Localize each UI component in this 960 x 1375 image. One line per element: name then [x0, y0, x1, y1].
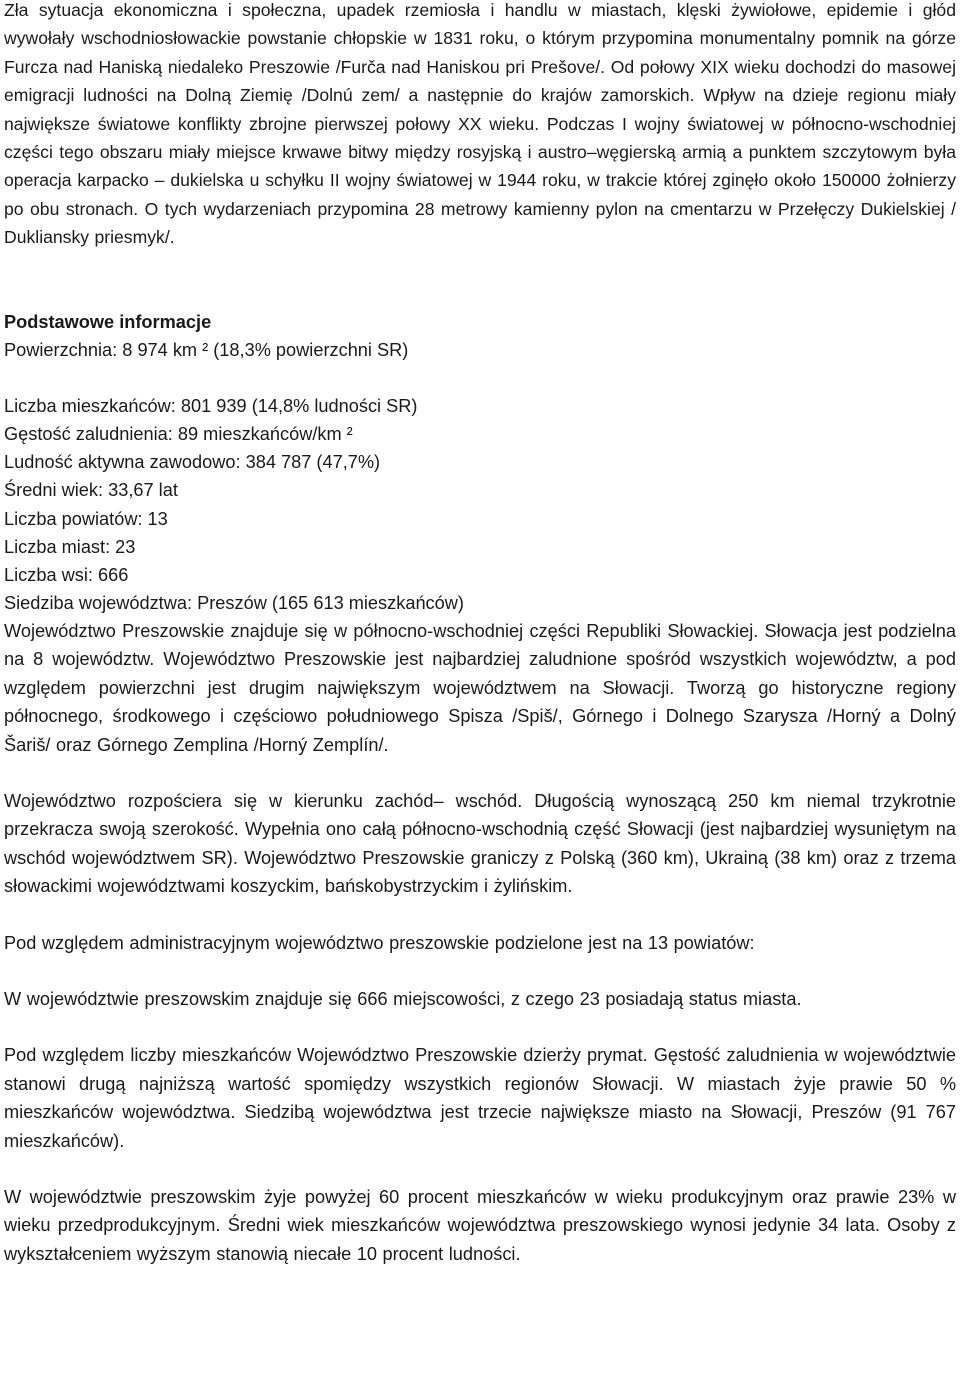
info-active: Ludność aktywna zawodowo: 384 787 (47,7%)	[4, 452, 381, 473]
intro-sentence-pylon: O tych wydarzeniach przypomina 28 metrowy kamienny pylon na cmentarzu w Przełęczy Dukielskiej / Dukliansky priesmyk/.	[4, 198, 957, 248]
spacer	[4, 957, 956, 985]
spacer	[4, 759, 956, 787]
spacer	[4, 364, 956, 392]
intro-sentence-war: Podczas I wojny światowej w północno-wschodniej części tego obszaru miały miejsce krwawe bitwy między rosyjską i austro–węgierską armią a punktem szczytowym była operacja karpacko – dukielska u schyłku II wojny światowej w 1944 roku, w trakcie której zginęło około 150000 żołnierzy po obu stronach.	[4, 113, 957, 219]
paragraph-overview: Województwo Preszowskie znajduje się w północno-wschodniej części Republiki Słowackiej. Słowacja jest podzielna na 8 województw. Województwo Preszowskie jest najbardziej zaludnione spośród wszystkich województw, a pod względem powierzchni jest drugim największym województwem na Słowacji. Tworzą go historyczne regiony północnego, środkowego i częściowo południowego Spisza /Spiš/, Górnego i Dolnego Szarysza /Horný a Dolný Šariš/ oraz Górnego Zemplina /Horný Zemplín/.	[4, 620, 956, 755]
spacer	[4, 1013, 956, 1041]
paragraph-settlements: W województwie preszowskim znajduje się 666 miejscowości, z czego 23 posiadają status miasta.	[4, 988, 802, 1009]
info-cities: Liczba miast: 23	[4, 536, 136, 557]
spacer	[4, 901, 956, 929]
intro-sentence-emigration: Od połowy XIX wieku dochodzi do masowej emigracji ludności na Dolną Ziemię /Dolnú zem/ a następnie do krajów zamorskich.	[4, 56, 957, 106]
paragraph-population: Pod względem liczby mieszkańców Województwo Preszowskie dzierży prymat. Gęstość zaludnienia w województwie stanowi drugą najniższą wartość spomiędzy wszystkich regionów Słowacji. W miastach żyje prawie 50 % mieszkańców województwa. Siedzibą województwa jest trzecie największe miasto na Słowacji, Preszów (91 767 mieszkańców).	[4, 1045, 956, 1151]
intro-sentence-uprising: Zła sytuacja ekonomiczna i społeczna, upadek rzemiosła i handlu w miastach, klęski żywiołowe, epidemie i głód wywołały wschodniosłowackie powstanie chłopskie w 1831 roku, o którym przypomina monumentalny pomnik na górze Furcza nad Haniską niedaleko Preszowie /Furča nad Haniskou pri Prešove/.	[4, 0, 956, 77]
paragraph-geography: Województwo rozpościera się w kierunku zachód– wschód. Długością wynoszącą 250 km niemal trzykrotnie przekracza swoją szerokość. Wypełnia ono całą północno-wschodnią część Słowacji (jest najbardziej wysuniętym na wschód województwem SR). Województwo Preszowskie graniczy z Polską (360 km), Ukrainą (38 km) oraz z trzema słowackimi województwami koszyckim, bańskobystrzyckim i żylińskim.	[4, 790, 956, 897]
info-villages: Liczba wsi: 666	[4, 564, 129, 585]
spacer	[4, 252, 956, 308]
intro-paragraph	[4, 0, 956, 252]
paragraph-demographics: W województwie preszowskim żyje powyżej 60 procent mieszkańców w wieku produkcyjnym oraz prawie 23% w wieku przedprodukcyjnym. Średni wiek mieszkańców województwa preszowskiego wynosi jedynie 34 lata. Osoby z wykształceniem wyższym stanowią niecałe 10 procent ludności.	[4, 1187, 956, 1264]
info-area: Powierzchnia: 8 974 km ² (18,3% powierzchni SR)	[4, 340, 409, 361]
info-seat: Siedziba województwa: Preszów (165 613 mieszkańców)	[4, 592, 464, 613]
section-heading: Podstawowe informacje	[4, 311, 212, 332]
paragraph-administration: Pod względem administracyjnym województwo preszowskie podzielone jest na 13 powiatów:	[4, 932, 755, 953]
info-population: Liczba mieszkańców: 801 939 (14,8% ludności SR)	[4, 396, 418, 417]
intro-sentence-conflicts: Wpływ na dzieje regionu miały największe światowe konflikty zbrojne pierwszej połowy XX wieku.	[4, 85, 957, 134]
info-age: Średni wiek: 33,67 lat	[4, 480, 178, 501]
info-density: Gęstość zaludnienia: 89 mieszkańców/km ²	[4, 424, 353, 445]
spacer	[4, 1155, 956, 1183]
info-districts: Liczba powiatów: 13	[4, 508, 168, 529]
